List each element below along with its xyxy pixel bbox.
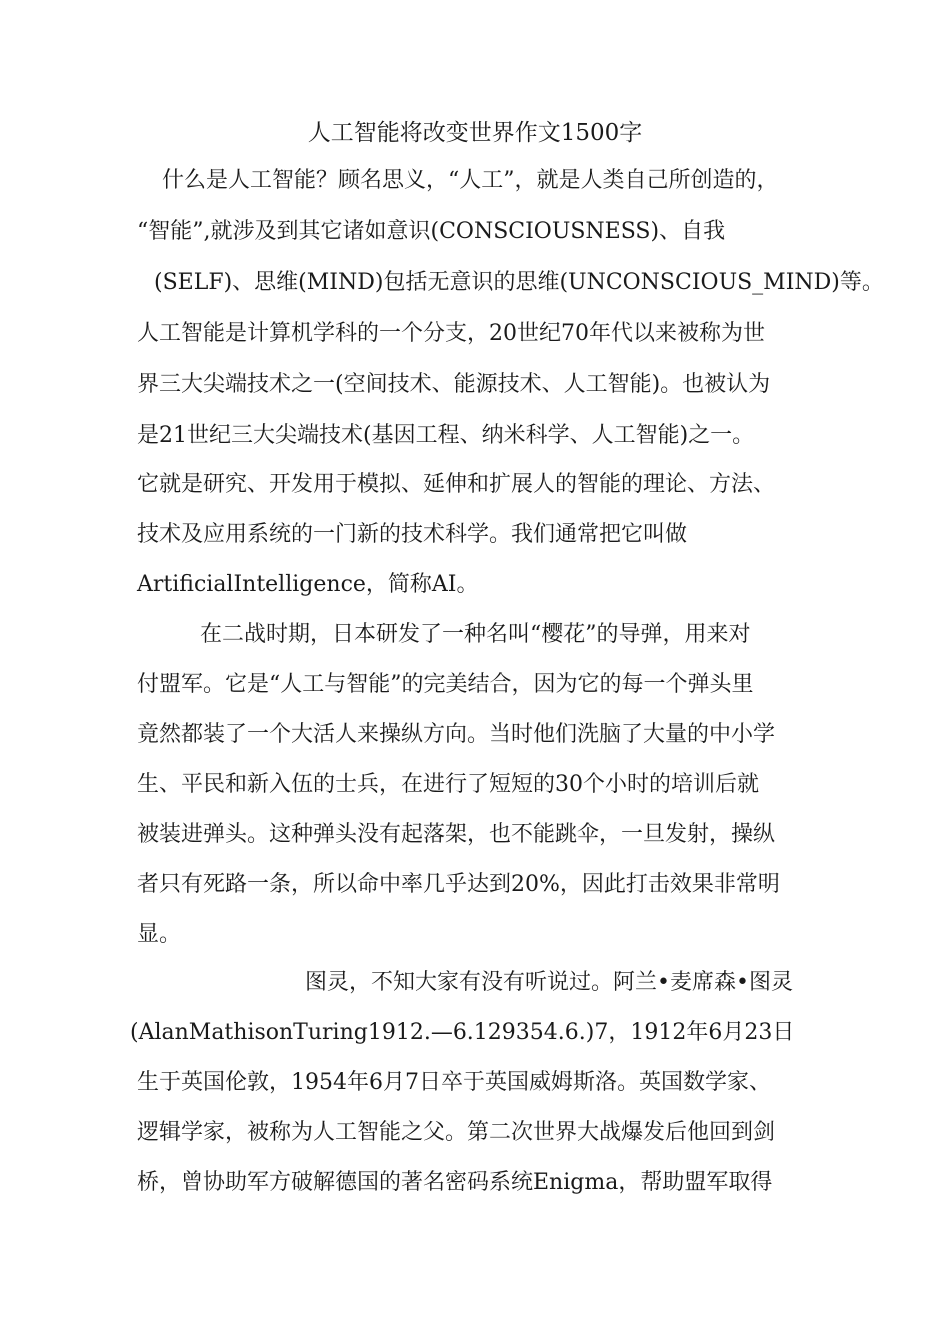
- body-line-21: 桥，曾协助军方破解德国的著名密码系统Enigma，帮助盟军取得: [137, 1170, 773, 1195]
- body-line-16: 显。: [137, 922, 182, 947]
- body-line-10: 在二战时期，日本研发了一种名叫“樱花”的导弹，用来对: [200, 622, 751, 647]
- body-line-12: 竟然都装了一个大活人来操纵方向。当时他们洗脑了大量的中小学: [137, 722, 776, 747]
- body-line-11: 付盟军。它是“人工与智能”的完美结合，因为它的每一个弹头里: [137, 672, 754, 697]
- body-line-8: 技术及应用系统的一门新的技术科学。我们通常把它叫做: [137, 522, 688, 547]
- body-line-3: (SELF)、思维(MIND)包括无意识的思维(UNCONSCIOUS_MIND)等。: [154, 270, 884, 295]
- body-line-20: 逻辑学家，被称为人工智能之父。第二次世界大战爆发后他回到剑: [137, 1120, 776, 1145]
- body-line-9: ArtificialIntelligence，简称AI。: [137, 572, 479, 597]
- body-line-18: (AlanMathisonTuring1912.—6.129354.6.)7，1912年6月23日: [130, 1020, 795, 1045]
- body-line-4: 人工智能是计算机学科的一个分支，20世纪70年代以来被称为世: [137, 321, 765, 346]
- body-line-15: 者只有死路一条，所以命中率几乎达到20%，因此打击效果非常明: [137, 872, 780, 897]
- body-line-2: “智能”,就涉及到其它诸如意识(CONSCIOUSNESS)、自我: [137, 219, 726, 244]
- body-line-6: 是21世纪三大尖端技术(基因工程、纳米科学、人工智能)之一。: [137, 423, 755, 448]
- body-line-13: 生、平民和新入伍的士兵，在进行了短短的30个小时的培训后就: [137, 772, 759, 797]
- body-line-19: 生于英国伦敦，1954年6月7日卒于英国威姆斯洛。英国数学家、: [137, 1070, 771, 1095]
- document-title: 人工智能将改变世界作文1500字: [307, 120, 643, 146]
- body-line-14: 被装进弹头。这种弹头没有起落架，也不能跳伞，一旦发射，操纵: [137, 822, 776, 847]
- body-line-7: 它就是研究、开发用于模拟、延伸和扩展人的智能的理论、方法、: [137, 472, 776, 497]
- body-line-17: 图灵，不知大家有没有听说过。阿兰•麦席森•图灵: [305, 970, 793, 995]
- body-line-5: 界三大尖端技术之一(空间技术、能源技术、人工智能)。也被认为: [137, 372, 771, 397]
- body-line-1: 什么是人工智能？顾名思义，“人工”，就是人类自己所创造的，: [162, 168, 779, 193]
